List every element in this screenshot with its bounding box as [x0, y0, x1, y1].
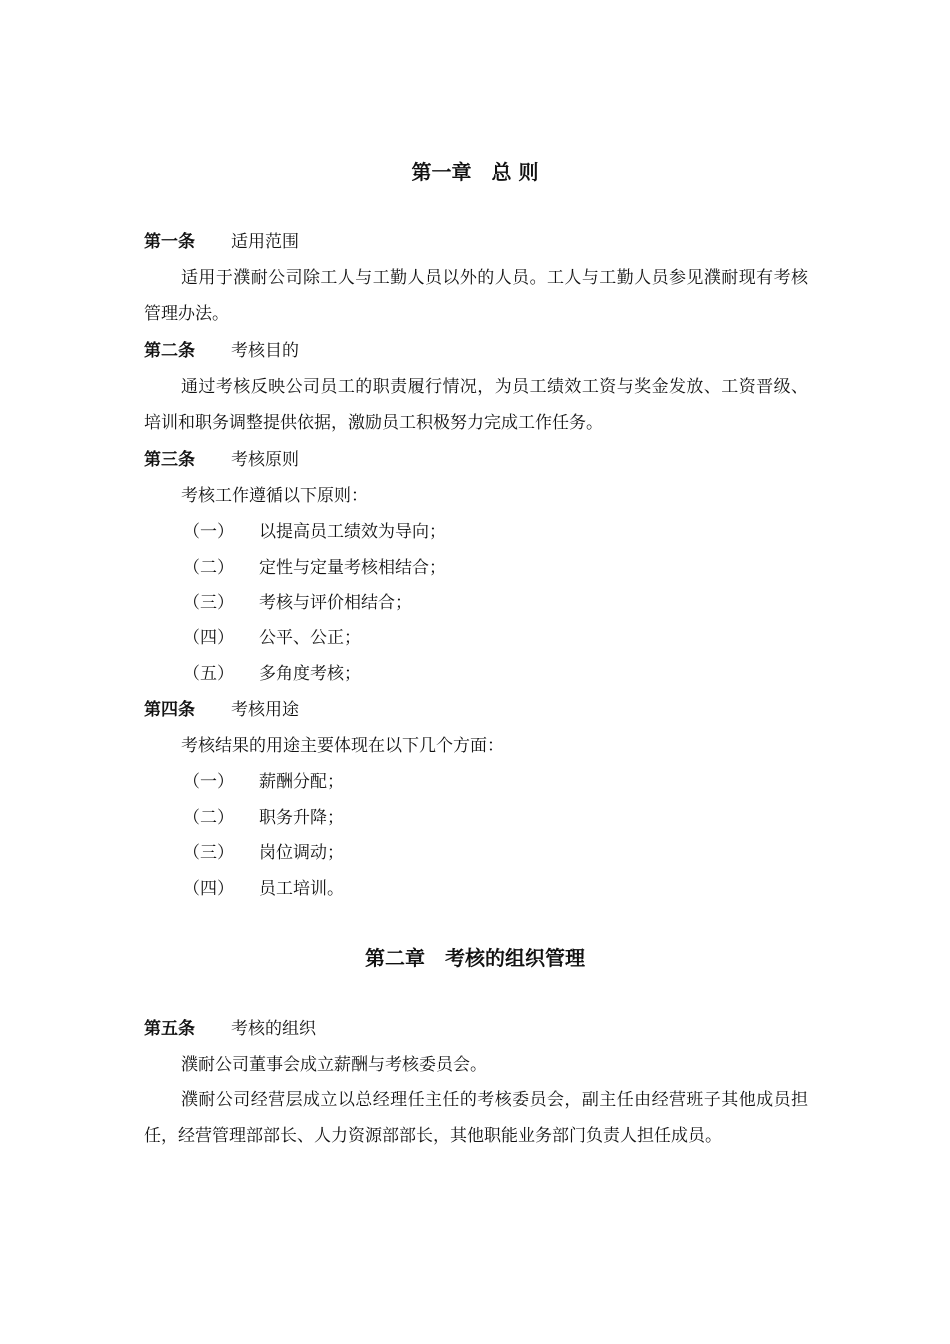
- article-3-item-5-text: 多角度考核；: [259, 664, 361, 684]
- article-3-label: 第三条: [144, 450, 195, 470]
- article-5-paragraph-2: 濮耐公司经营层成立以总经理任主任的考核委员会，副主任由经营班子其他成员担任，经营管理部部长、人力资源部部长，其他职能业务部门负责人担任成员。: [144, 1090, 808, 1146]
- article-4-item-2-number: （二）: [183, 808, 234, 828]
- article-4-item-1-number: （一）: [183, 772, 234, 792]
- article-3-item-5-number: （五）: [183, 664, 234, 684]
- article-4-item-1-text: 薪酬分配；: [259, 772, 344, 792]
- article-3-item-3-text: 考核与评价相结合；: [259, 593, 412, 613]
- article-4-item-2-text: 职务升降；: [259, 808, 344, 828]
- article-1-body: 适用于濮耐公司除工人与工勤人员以外的人员。工人与工勤人员参见濮耐现有考核管理办法。: [144, 268, 808, 324]
- article-4-item-3-number: （三）: [183, 843, 234, 863]
- article-2-title: 考核目的: [231, 341, 299, 361]
- chapter-1-title: 第一章 总 则: [411, 160, 539, 184]
- article-3-item-1-text: 以提高员工绩效为导向；: [259, 522, 446, 542]
- article-4-item-3-text: 岗位调动；: [259, 843, 344, 863]
- article-3-item-4-text: 公平、公正；: [259, 628, 361, 648]
- chapter-2-title: 第二章 考核的组织管理: [365, 946, 585, 970]
- article-5-paragraph-1: 濮耐公司董事会成立薪酬与考核委员会。: [181, 1055, 487, 1075]
- article-4-title: 考核用途: [231, 700, 299, 720]
- article-2-label: 第二条: [144, 341, 195, 361]
- article-3-title: 考核原则: [231, 450, 299, 470]
- article-4-label: 第四条: [144, 700, 195, 720]
- article-5-label: 第五条: [144, 1019, 195, 1039]
- article-3-item-1-number: （一）: [183, 522, 234, 542]
- article-3-item-4-number: （四）: [183, 628, 234, 648]
- article-4-intro: 考核结果的用途主要体现在以下几个方面：: [181, 736, 504, 756]
- article-1-label: 第一条: [144, 232, 195, 252]
- article-3-item-3-number: （三）: [183, 593, 234, 613]
- article-5-title: 考核的组织: [231, 1019, 316, 1039]
- article-3-item-2-text: 定性与定量考核相结合；: [259, 558, 446, 578]
- article-4-item-4-text: 员工培训。: [259, 879, 344, 899]
- article-2-body: 通过考核反映公司员工的职责履行情况，为员工绩效工资与奖金发放、工资晋级、培训和职务调整提供依据，激励员工积极努力完成工作任务。: [144, 377, 808, 433]
- article-4-item-4-number: （四）: [183, 879, 234, 899]
- article-3-intro: 考核工作遵循以下原则：: [181, 486, 368, 506]
- article-1-title: 适用范围: [231, 232, 299, 252]
- article-3-item-2-number: （二）: [183, 558, 234, 578]
